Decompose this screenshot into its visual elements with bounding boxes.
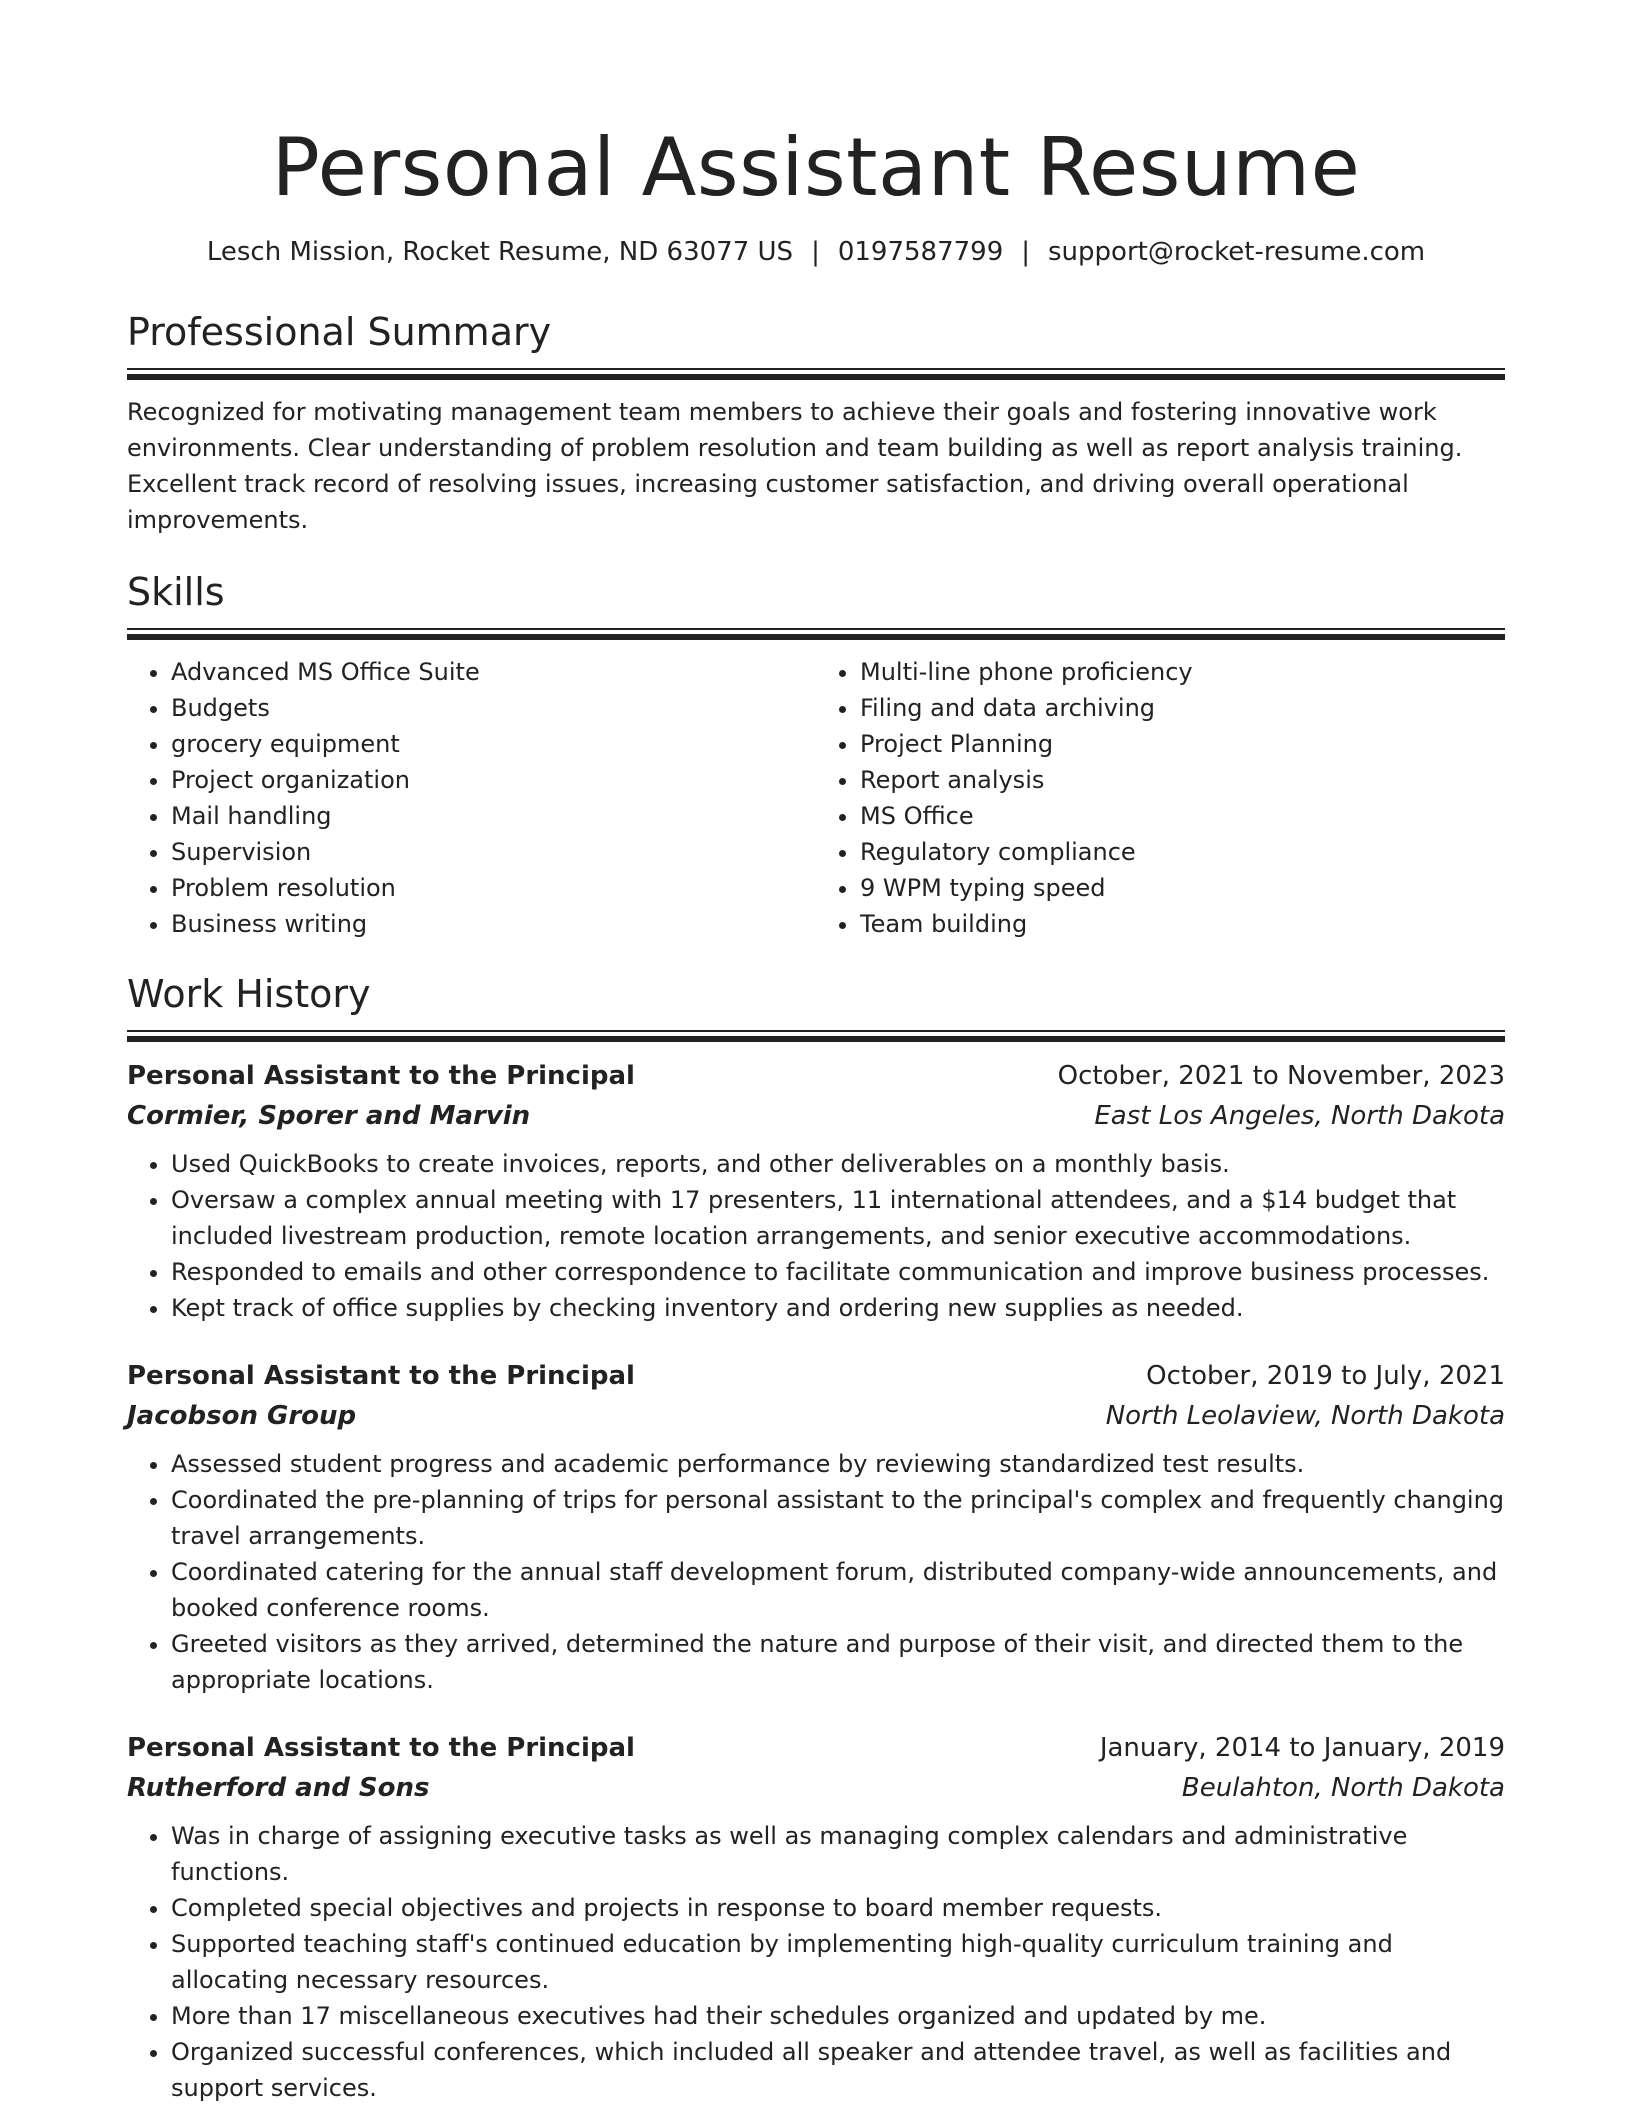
contact-address: Lesch Mission, Rocket Resume, ND 63077 US: [206, 237, 794, 267]
job-bullets: [127, 1146, 1505, 1326]
skills-columns: [127, 654, 1505, 942]
job-bullet: • Greeted visitors as they arrived, determined the nature and purpose of their visit, and directed them to the appropriate locations.: [171, 1626, 1505, 1698]
skill-item: • Team building: [860, 906, 1505, 942]
skill-item: • Supervision: [171, 834, 816, 870]
skill-item: • 9 WPM typing speed: [860, 870, 1505, 906]
job-entry: [127, 1728, 1505, 2106]
skills-section: [127, 568, 1505, 942]
work-history-heading: Work History: [127, 972, 371, 1016]
work-history-section: [127, 970, 1505, 2106]
job-bullet: • Coordinated catering for the annual staff development forum, distributed company-wide announcements, and booked conference rooms.: [171, 1554, 1505, 1626]
job-bullet: • Was in charge of assigning executive tasks as well as managing complex calendars and administrative functions.: [171, 1818, 1505, 1890]
job-bullet: • Oversaw a complex annual meeting with 17 presenters, 11 international attendees, and a $14 budget that included livestream production, remote location arrangements, and senior executive accommodations.: [171, 1182, 1505, 1254]
job-company: Cormier, Sporer and Marvin: [127, 1101, 531, 1131]
job-dates: October, 2021 to November, 2023: [1057, 1061, 1505, 1091]
skill-item: • Multi-line phone proficiency: [860, 654, 1505, 690]
job-bullet: • Used QuickBooks to create invoices, reports, and other deliverables on a monthly basis.: [171, 1146, 1505, 1182]
job-bullet: • Completed special objectives and projects in response to board member requests.: [171, 1890, 1505, 1926]
skill-item: • Report analysis: [860, 762, 1505, 798]
summary-text: Recognized for motivating management team members to achieve their goals and fostering innovative work environments. Clear understanding of problem resolution and team building as well as report analysis training. Excellent track record of resolving issues, increasing customer satisfaction, and driving overall operational improvements.: [127, 398, 1463, 534]
job-entry: [127, 1056, 1505, 1326]
resume-title: Personal Assistant Resume: [271, 121, 1361, 214]
job-location: East Los Angeles, North Dakota: [1094, 1101, 1505, 1131]
job-bullet: • Assessed student progress and academic performance by reviewing standardized test results.: [171, 1446, 1505, 1482]
contact-phone: 0197587799: [837, 237, 1004, 267]
skill-item: • Business writing: [171, 906, 816, 942]
job-header: [127, 1056, 1505, 1096]
summary-heading: Professional Summary: [127, 310, 552, 354]
job-title: Personal Assistant to the Principal: [127, 1361, 635, 1391]
skills-left-list: [127, 654, 816, 942]
job-bullet: • Responded to emails and other correspondence to facilitate communication and improve business processes.: [171, 1254, 1505, 1290]
job-subheader: [127, 1096, 1505, 1136]
job-location: North Leolaview, North Dakota: [1105, 1401, 1505, 1431]
job-company: Rutherford and Sons: [127, 1773, 430, 1803]
job-entry: [127, 1356, 1505, 1698]
job-subheader: [127, 1768, 1505, 1808]
skill-item: • Project Planning: [860, 726, 1505, 762]
skill-item: • MS Office: [860, 798, 1505, 834]
contact-email: support@rocket-resume.com: [1048, 237, 1426, 267]
job-header: [127, 1728, 1505, 1768]
job-bullet: • Kept track of office supplies by checking inventory and ordering new supplies as needed.: [171, 1290, 1505, 1326]
job-dates: October, 2019 to July, 2021: [1146, 1361, 1505, 1391]
job-bullet: • More than 17 miscellaneous executives had their schedules organized and updated by me.: [171, 1998, 1505, 2034]
job-subheader: [127, 1396, 1505, 1436]
section-divider: [127, 368, 1505, 380]
job-title: Personal Assistant to the Principal: [127, 1733, 635, 1763]
skill-item: • Problem resolution: [171, 870, 816, 906]
skill-item: • Filing and data archiving: [860, 690, 1505, 726]
summary-section: [127, 308, 1505, 538]
job-header: [127, 1356, 1505, 1396]
skills-heading: Skills: [127, 570, 225, 614]
skill-item: • Advanced MS Office Suite: [171, 654, 816, 690]
job-bullet: • Supported teaching staff's continued education by implementing high-quality curriculum training and allocating necessary resources.: [171, 1926, 1505, 1998]
skill-item: • Project organization: [171, 762, 816, 798]
section-divider: [127, 1030, 1505, 1042]
skill-item: • Mail handling: [171, 798, 816, 834]
job-bullets: [127, 1446, 1505, 1698]
job-company: Jacobson Group: [127, 1401, 357, 1431]
job-location: Beulahton, North Dakota: [1181, 1773, 1505, 1803]
job-dates: January, 2014 to January, 2019: [1099, 1733, 1505, 1763]
job-bullets: [127, 1818, 1505, 2106]
skill-item: • Budgets: [171, 690, 816, 726]
contact-line: [127, 234, 1505, 270]
job-bullet: • Coordinated the pre-planning of trips for personal assistant to the principal's complex and frequently changing travel arrangements.: [171, 1482, 1505, 1554]
contact-separator: |: [1021, 237, 1031, 267]
job-bullet: • Organized successful conferences, which included all speaker and attendee travel, as well as facilities and support services.: [171, 2034, 1505, 2106]
skill-item: • grocery equipment: [171, 726, 816, 762]
section-divider: [127, 628, 1505, 640]
skills-right-list: [816, 654, 1505, 942]
skill-item: • Regulatory compliance: [860, 834, 1505, 870]
contact-separator: |: [811, 237, 820, 267]
job-title: Personal Assistant to the Principal: [127, 1061, 635, 1091]
